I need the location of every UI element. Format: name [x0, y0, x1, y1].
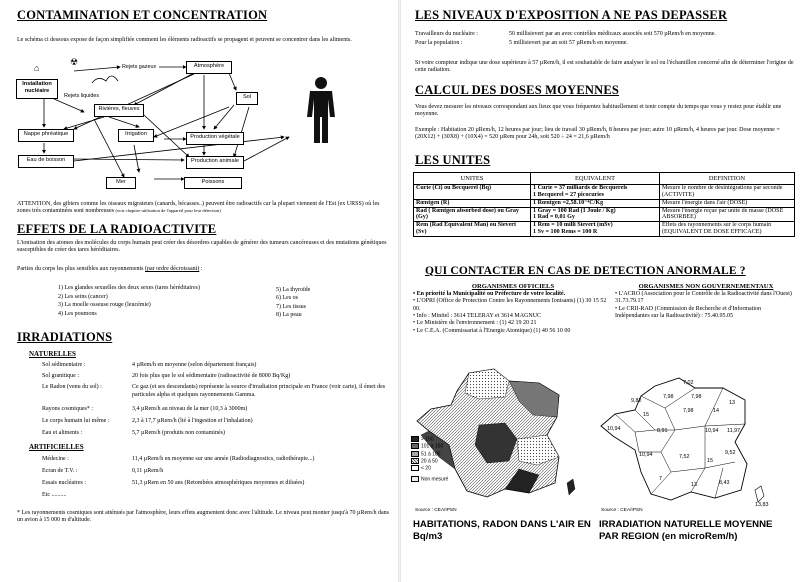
- left-page: [0, 0, 397, 582]
- artificielles-list: [42, 455, 387, 503]
- attention-main: ATTENTION, des gibiers comme les oiseaux migrateurs (canards, bécasses..) peuvent être radioactifs car la plupart viennent de l'Est (ex URSS) où les zones très contaminées sont nombreuses: [17, 201, 380, 215]
- irradiation-row: [42, 479, 387, 491]
- right-page: [403, 0, 800, 582]
- unit-cell: Curie (Ci) ou Becquerel (Bq): [414, 185, 531, 200]
- page-fold: [398, 0, 401, 582]
- niveau-row: [415, 30, 795, 39]
- legend-item: [411, 443, 448, 450]
- attention-note: (voir chapitre utilisation de l'appareil pour leur détection): [115, 208, 221, 214]
- niveau-label: Pour la population :: [415, 39, 463, 46]
- niveau-value: 5 millisievert par an soit 57 µRem/h en moyenne.: [509, 39, 628, 46]
- irradiation-label: Le Radon (venu du sol) :: [42, 384, 102, 390]
- legend-label: 51 à 100: [421, 450, 441, 457]
- contamination-intro: Le schéma ci dessous expose de façon simplifiée comment les éléments radioactifs se propagent et peuvent se concentrer dans les aliments.: [17, 37, 352, 43]
- niveaux-title: LES NIVEAUX D'EXPOSITION A NE PAS DEPASSER: [415, 8, 728, 22]
- irr-value: 10,94: [639, 452, 653, 458]
- units-header: DEFINITION: [660, 173, 795, 185]
- poissons-box: Poissons: [184, 177, 242, 189]
- officiels-block: [413, 283, 613, 335]
- parts-intro: Parties du corps les plus sensibles aux rayonnements (par ordre décroissant) :: [17, 266, 203, 272]
- def-cell: Effets des rayonnements sur le corps humain (EQUIVALENT DE DOSE EFFICACE): [660, 222, 795, 237]
- units-row: [414, 185, 795, 200]
- irr-value: 7,98: [683, 408, 694, 414]
- niveau-label: Travailleurs du nucléaire :: [415, 31, 478, 37]
- legend-swatch: [411, 476, 419, 482]
- irradiation-label: Sol granitique :: [42, 373, 79, 379]
- irradiation-label: Le corps humain lui même :: [42, 418, 110, 424]
- irradiation-row: [42, 417, 387, 429]
- irradiation-label: Essais nucléaires :: [42, 480, 86, 486]
- part-item: 1) Les glandes sexuelles des deux sexes (tares héréditaires): [58, 285, 200, 291]
- contamination-diagram: [14, 57, 389, 197]
- calcul-example: Exemple : Habitation 20 µRem/h, 12 heures par jour; lieu de travail 30 µRem/h, 8 heures par jour; autre 10 µRem/h, 4 heures par jour. Dose moyenne = (20X12) + (30X8) + (10X4) = 520 µRem pour 24h, soit 520 ÷ 24 = 21,6 µRem/h: [415, 127, 780, 141]
- independant-text: L'ACRO (Association pour le Contrôle de la Radioactivité dans l'Ouest) 31.73.79.17: [615, 291, 792, 305]
- irradiations-title: IRRADIATIONS: [17, 330, 113, 344]
- part-item: 5) La thyroïde: [276, 287, 311, 293]
- officiel-text: Le C.E.A. (Commissariat à l'Energie Atomique) (1) 40 56 10 00: [416, 327, 571, 334]
- legend-item: [411, 476, 448, 483]
- irradiation-row: [42, 383, 387, 403]
- irradiation-value: 0,11 µRem/h: [132, 468, 164, 474]
- independant-item: • Le CRII-RAD (Commission de Recherche et d'Information Indépendantes sur la Radioactivité) : 75.40.95.05: [615, 305, 761, 319]
- parts-list-right: [276, 286, 310, 320]
- legend-label: > 150: [421, 436, 434, 443]
- irradiation-value: 4 µRem/h en moyenne (selon département français): [132, 362, 257, 368]
- irradiation-label: Médecine :: [42, 456, 69, 462]
- irr-value: 10,94: [705, 428, 719, 434]
- units-header: UNITES: [414, 173, 531, 185]
- irradiation-row: [42, 361, 387, 372]
- officiel-item: • L'OPRI (Office de Protection Contre les Rayonnements Ionisants) (1) 30 15 52 00.: [413, 298, 607, 312]
- calcul-title: CALCUL DES DOSES MOYENNES: [415, 83, 620, 97]
- irradiation-map: [595, 372, 795, 512]
- irrigation-box: Irrigation: [118, 129, 154, 142]
- irradiation-row: [42, 372, 387, 383]
- irradiation-row: [42, 467, 387, 479]
- independants-block: [615, 283, 797, 320]
- unites-title: LES UNITES: [415, 153, 491, 167]
- atmosphere-box: Atmosphère: [186, 61, 232, 74]
- part-item: 2) Les seins (cancer): [58, 293, 108, 300]
- irr-value: 7,52: [679, 454, 690, 460]
- irr-value: 8,43: [719, 480, 730, 486]
- legend-item: [411, 451, 448, 458]
- contacter-title: QUI CONTACTER EN CAS DE DETECTION ANORMALE ?: [425, 265, 746, 277]
- equiv-cell: 1 Rœntgen =2,58.10⁻⁴C/Kg: [531, 199, 660, 207]
- def-cell: Mesure l'énergie dans l'air (DOSE): [660, 199, 795, 207]
- equiv-cell: 1 Curie = 37 milliards de Becquerels 1 Becquerel = 27 picocuries: [531, 185, 660, 200]
- units-table: [413, 172, 795, 237]
- calcul-text: Vous devez mesurer les niveaux correspondant aux lieux que vous fréquentez habituellement et tenir compte du temps que vous y restez pour établir une moyenne.: [415, 104, 782, 118]
- niveaux-list: [415, 30, 795, 47]
- units-row: [414, 207, 795, 222]
- eau-boisson-box: Eau de boisson: [18, 155, 74, 168]
- irr-value: 8,91: [657, 428, 668, 434]
- officiel-item: • Le Ministère de l'environnement : (1) 42 19 20 21: [413, 320, 537, 327]
- def-cell: Mesure l'énergie reçue par unité de masse (DOSE ABSORBEE): [660, 207, 795, 222]
- irradiation-value: [132, 491, 387, 503]
- irr-value: 15: [707, 458, 713, 464]
- human-silhouette-icon: [304, 75, 338, 145]
- irradiation-source: Source : CEA/IPSN: [601, 508, 643, 513]
- units-table-wrap: [413, 172, 795, 237]
- legend-item: [411, 436, 448, 443]
- cosmic-footnote: * Les rayonnements cosmiques sont atténués par l'atmosphère, leurs effets augmentent donc avec l'altitude. Le niveau peut monter jusqu'à 70 µRem/h dans un avion à 15 000 m d'altitude.: [17, 510, 389, 524]
- radon-caption: HABITATIONS, RADON DANS L'AIR EN Bq/m3: [413, 519, 591, 542]
- units-row: [414, 222, 795, 237]
- units-header: EQUIVALENT: [531, 173, 660, 185]
- part-item: 8) La peau: [276, 312, 302, 319]
- contamination-title: CONTAMINATION ET CONCENTRATION: [17, 8, 268, 22]
- legend-label: Non mesuré: [421, 475, 449, 482]
- officiel-text: L'OPRI (Office de Protection Contre les Rayonnements Ionisants) (1) 30 15 52 00.: [413, 298, 607, 312]
- irradiation-row: [42, 429, 387, 440]
- radiation-icon: ☢: [70, 57, 79, 67]
- artificielles-title: ARTIFICIELLES: [29, 443, 84, 451]
- legend-item: [411, 465, 448, 472]
- irr-value: 13: [729, 400, 735, 406]
- factory-icon: ⌂: [34, 63, 40, 73]
- units-row: [414, 199, 795, 207]
- rejets-liquides-label: Rejets liquides: [64, 93, 100, 99]
- legend-label: 20 à 50: [421, 458, 438, 465]
- irr-value: 7,98: [663, 394, 674, 400]
- part-item: 4) Les poumons: [58, 311, 97, 318]
- irradiation-value: 2,3 à 17,7 µRem/h (lié à l'ingestion et l'inhalation): [132, 418, 253, 424]
- radon-source: Source : CEA/IPSN: [415, 508, 457, 513]
- legend-swatch: [411, 443, 419, 449]
- legend-label: < 20: [421, 465, 431, 472]
- irradiation-value: 3,4 µRem/h au niveau de la mer (10,3 à 3000m): [132, 406, 248, 412]
- officiel-text: En priorité la Municipalité ou Préfecture de votre localité.: [416, 291, 566, 298]
- legend-label: 101 à 150: [421, 443, 444, 450]
- officiel-text: Info : Minitel : 3614 TELERAY et 3614 MAGNUC: [416, 312, 542, 319]
- independant-item: • L'ACRO (Association pour le Contrôle de la Radioactivité dans l'Ouest) 31.73.79.17: [615, 291, 792, 305]
- part-item: 6) Les os: [276, 295, 298, 302]
- attention-text: [17, 201, 389, 216]
- irr-value: 9,82: [631, 398, 642, 404]
- officiel-item: • Le C.E.A. (Commissariat à l'Energie Atomique) (1) 40 56 10 00: [413, 327, 571, 334]
- prod-vegetale-box: Production végétale: [186, 132, 244, 145]
- prod-animale-box: Production animale: [186, 156, 244, 169]
- irr-value: 13: [691, 482, 697, 488]
- irradiation-caption: IRRADIATION NATURELLE MOYENNE PAR REGION (en microRem/h): [599, 519, 773, 542]
- officiel-item: • En priorité la Municipalité ou Préfecture de votre localité.: [413, 291, 566, 298]
- legend-item: [411, 458, 448, 465]
- irr-value: 14: [713, 408, 719, 414]
- irradiation-label: Rayons cosmiques* :: [42, 406, 93, 412]
- irradiation-value: 51,3 µRem en 50 ans (Retombées atmosphériques moyennes et diluées): [132, 480, 305, 486]
- irradiation-label: Etc ..........: [42, 492, 67, 498]
- independant-text: Le CRII-RAD (Commission de Recherche et d'Information Indépendantes sur la Radioactivité) : 75.40.95.05: [615, 305, 761, 319]
- equiv-cell: 1 Gray = 100 Rad (1 Joule / Kg) 1 Rad = 0,01 Gy: [531, 207, 660, 222]
- units-header-row: [414, 173, 795, 185]
- parts-intro-text: Parties du corps les plus sensibles aux rayonnements: [17, 266, 144, 272]
- irradiation-label: Ecran de T.V. :: [42, 468, 78, 474]
- naturelles-title: NATURELLES: [29, 350, 76, 358]
- legend-swatch: [411, 458, 419, 464]
- irradiation-value: 11,4 µRem/h en moyenne sur une année (Radiodiagnostics, radiothérapie...): [132, 456, 315, 462]
- irr-value: 10,94: [607, 426, 621, 432]
- irr-value: 9,52: [725, 450, 736, 456]
- independants-title: ORGANISMES NON GOUVERNEMENTAUX: [638, 283, 774, 290]
- sol-box: Sol: [236, 92, 258, 105]
- irr-value: 13,83: [755, 502, 769, 508]
- effets-text: L'ionisation des atomes des molécules du corps humain peut créer des désordres capables de générer des tumeurs cancéreuses et des mutations génétiques susceptibles de créer des tares héréditaires.: [17, 240, 387, 254]
- part-item: 7) Les tissus: [276, 303, 306, 310]
- nappe-box: Nappe phréatique: [18, 129, 74, 142]
- irradiation-label: Sol sédimentaire :: [42, 362, 86, 368]
- irradiation-value: 20 fois plus que le sol sédimentaire (radioactivité de 8000 Bq/Kg): [132, 373, 291, 379]
- irradiation-row: [42, 455, 387, 467]
- installation-box: Installation nucléaire: [16, 79, 58, 99]
- parts-list-left: [58, 284, 200, 319]
- irr-value: 15: [643, 412, 649, 418]
- irr-value: 11,97: [727, 428, 741, 434]
- independants-list: [615, 291, 797, 320]
- irr-value: 7,02: [683, 380, 694, 386]
- officiel-text: Le Ministère de l'environnement : (1) 42 19 20 21: [416, 320, 537, 327]
- part-item: 3) La moelle osseuse rouge (leucémie): [58, 302, 151, 309]
- niveaux-note: Si votre compteur indique une dose supérieure à 57 µRem/h, il est souhaitable de faire analyser le sol ou l'échantillon concerné afin de déterminer l'origine de cette radiation.: [415, 60, 794, 74]
- mer-box: Mer: [106, 177, 136, 189]
- irradiation-label: Eau et aliments :: [42, 430, 83, 436]
- officiels-list: [413, 291, 613, 335]
- radon-legend: [411, 436, 448, 483]
- irradiation-value: Ce gaz (et ses descendants) représente la source d'irradiation principale en France (voir carte), il émet des particules alpha et quelques rayonnements Gamma.: [132, 384, 386, 399]
- unit-cell: Rœntgen (R): [414, 199, 531, 207]
- legend-swatch: [411, 451, 419, 457]
- rivieres-box: Rivières, fleuves: [94, 104, 144, 117]
- niveau-row: [415, 39, 795, 48]
- legend-swatch: [411, 436, 419, 442]
- irr-value: 7: [659, 476, 662, 482]
- def-cell: Mesure le nombre de désintégrations par seconde (ACTIVITE): [660, 185, 795, 200]
- legend-swatch: [411, 465, 419, 471]
- effets-title: EFFETS DE LA RADIOACTIVITE: [17, 222, 217, 236]
- equiv-cell: 1 Rem = 10 milli Sievert (mSv) 1 Sv = 100 Rems = 100 R: [531, 222, 660, 237]
- irradiation-row: [42, 491, 387, 503]
- irr-value: 7,98: [691, 394, 702, 400]
- parts-order: (par ordre décroissant): [144, 266, 200, 272]
- officiel-item: • Info : Minitel : 3614 TELERAY et 3614 MAGNUC: [413, 312, 542, 319]
- officiels-title: ORGANISMES OFFICIELS: [471, 283, 555, 290]
- irradiation-row: [42, 405, 387, 417]
- niveau-value: 50 millisievert par an avec contrôles médicaux associés soit 570 µRem/h en moyenne.: [509, 31, 716, 37]
- rejets-gazeux-label: Rejets gazeux: [122, 64, 157, 70]
- irradiation-value: 5,7 µRem/h (produits non contaminés): [132, 430, 225, 436]
- naturelles-list: [42, 361, 387, 440]
- unit-cell: Rem (Rad Equivalent Man) ou Sievert (Sv): [414, 222, 531, 237]
- unit-cell: Rad ( Rœntgen absorbed dose) ou Gray (Gy): [414, 207, 531, 222]
